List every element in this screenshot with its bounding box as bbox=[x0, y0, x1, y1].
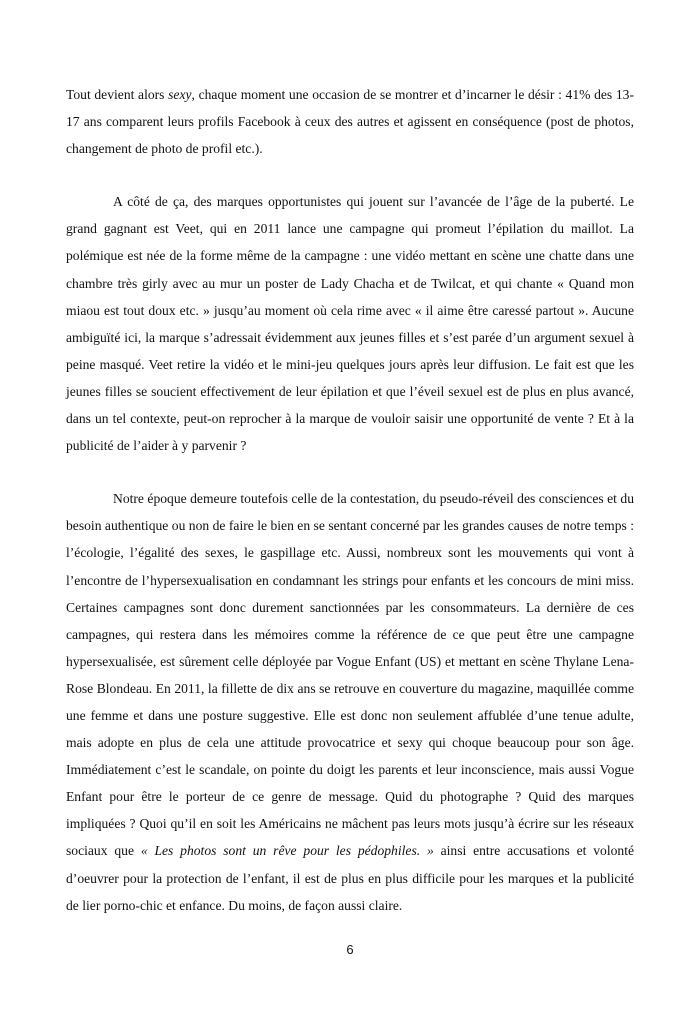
paragraph-1-text-start: Tout devient alors bbox=[66, 87, 169, 102]
paragraph-3-text-end: ainsi entre accusations et volonté d’oeuvrer pour la protection de l’enfant, il est de plus en plus difficile pour les marques et la publicité de lier porno-chic et enfance. Du moins, de façon aussi claire. bbox=[66, 843, 635, 913]
paragraph-2: A côté de ça, des marques opportunistes qui jouent sur l’avancée de l’âge de la puberté. Le grand gagnant est Veet, qui en 2011 lance une campagne qui promeut l’épilation du maillot. La polémique est née de la forme même de la campagne : une vidéo mettant en scène une chatte dans une chambre très girly avec au mur un poster de Lady Chacha et de Twilcat, et qui chante « Quand mon miaou est tout doux etc. » jusqu’au moment où cela rime avec « il aime être caressé partout ». Aucune ambiguïté ici, la marque s’adressait évidemment aux jeunes filles et s’est parée d’un argument sexuel à peine masqué. Veet retire la vidéo et le mini-jeu quelques jours après leur diffusion. Le fait est que les jeunes filles se soucient effectivement de leur épilation et que l’éveil sexuel est de plus en plus avancé, dans un tel contexte, peut-on reprocher à la marque de vouloir saisir une opportunité de vente ? Et à la publicité de l’aider à y parvenir ? bbox=[66, 194, 634, 454]
paragraph-1-text-end: , chaque moment une occasion de se montrer et d’incarner le désir : 41% des 13-17 ans comparent leurs profils Facebook à ceux des autres et agissent en conséquence (post de photos, changement de photo de profil etc.). bbox=[66, 87, 634, 157]
paragraph-spacer bbox=[66, 459, 634, 485]
paragraph-1 bbox=[66, 81, 634, 162]
paragraph-3 bbox=[66, 485, 634, 919]
page-number: 6 bbox=[346, 942, 354, 957]
paragraph-3-italic-quote: « Les photos sont un rêve pour les pédophiles. » bbox=[140, 843, 434, 859]
document-body bbox=[66, 81, 634, 919]
paragraph-3-text-start: Notre époque demeure toutefois celle de la contestation, du pseudo-réveil des consciences et du besoin authentique ou non de faire le bien en se sentant concerné par les grandes causes de notre temps : l’écologie, l’égalité des sexes, le gaspillage etc. Aussi, nombreux sont les mouvements qui vont à l’encontre de l’hypersexualisation en condamnant les strings pour enfants et les concours de mini miss. Certaines campagnes sont donc durement sanctionnées par les consommateurs. La dernière de ces campagnes, qui restera dans les mémoires comme la référence de ce que peut être une campagne hypersexualisée, est sûrement celle déployée par Vogue Enfant (US) et mettant en scène Thylane Lena-Rose Blondeau. En 2011, la fillette de dix ans se retrouve en couverture du magazine, maquillée comme une femme et dans une posture suggestive. Elle est donc non seulement affublée d’une tenue adulte, mais adopte en plus de cela une attitude provocatrice et sexy qui choque beaucoup pour son âge. Immédiatement c’est le scandale, on pointe du doigt les parents et leur inconscience, mais aussi Vogue Enfant pour être le porteur de ce genre de message. Quid du photographe ? Quid des marques impliquées ? Quoi qu’il en soit les Américains ne mâchent pas leurs mots jusqu’à écrire sur les réseaux sociaux que bbox=[66, 491, 634, 859]
paragraph-1-italic-word: sexy bbox=[168, 87, 192, 102]
paragraph-spacer bbox=[66, 162, 634, 188]
